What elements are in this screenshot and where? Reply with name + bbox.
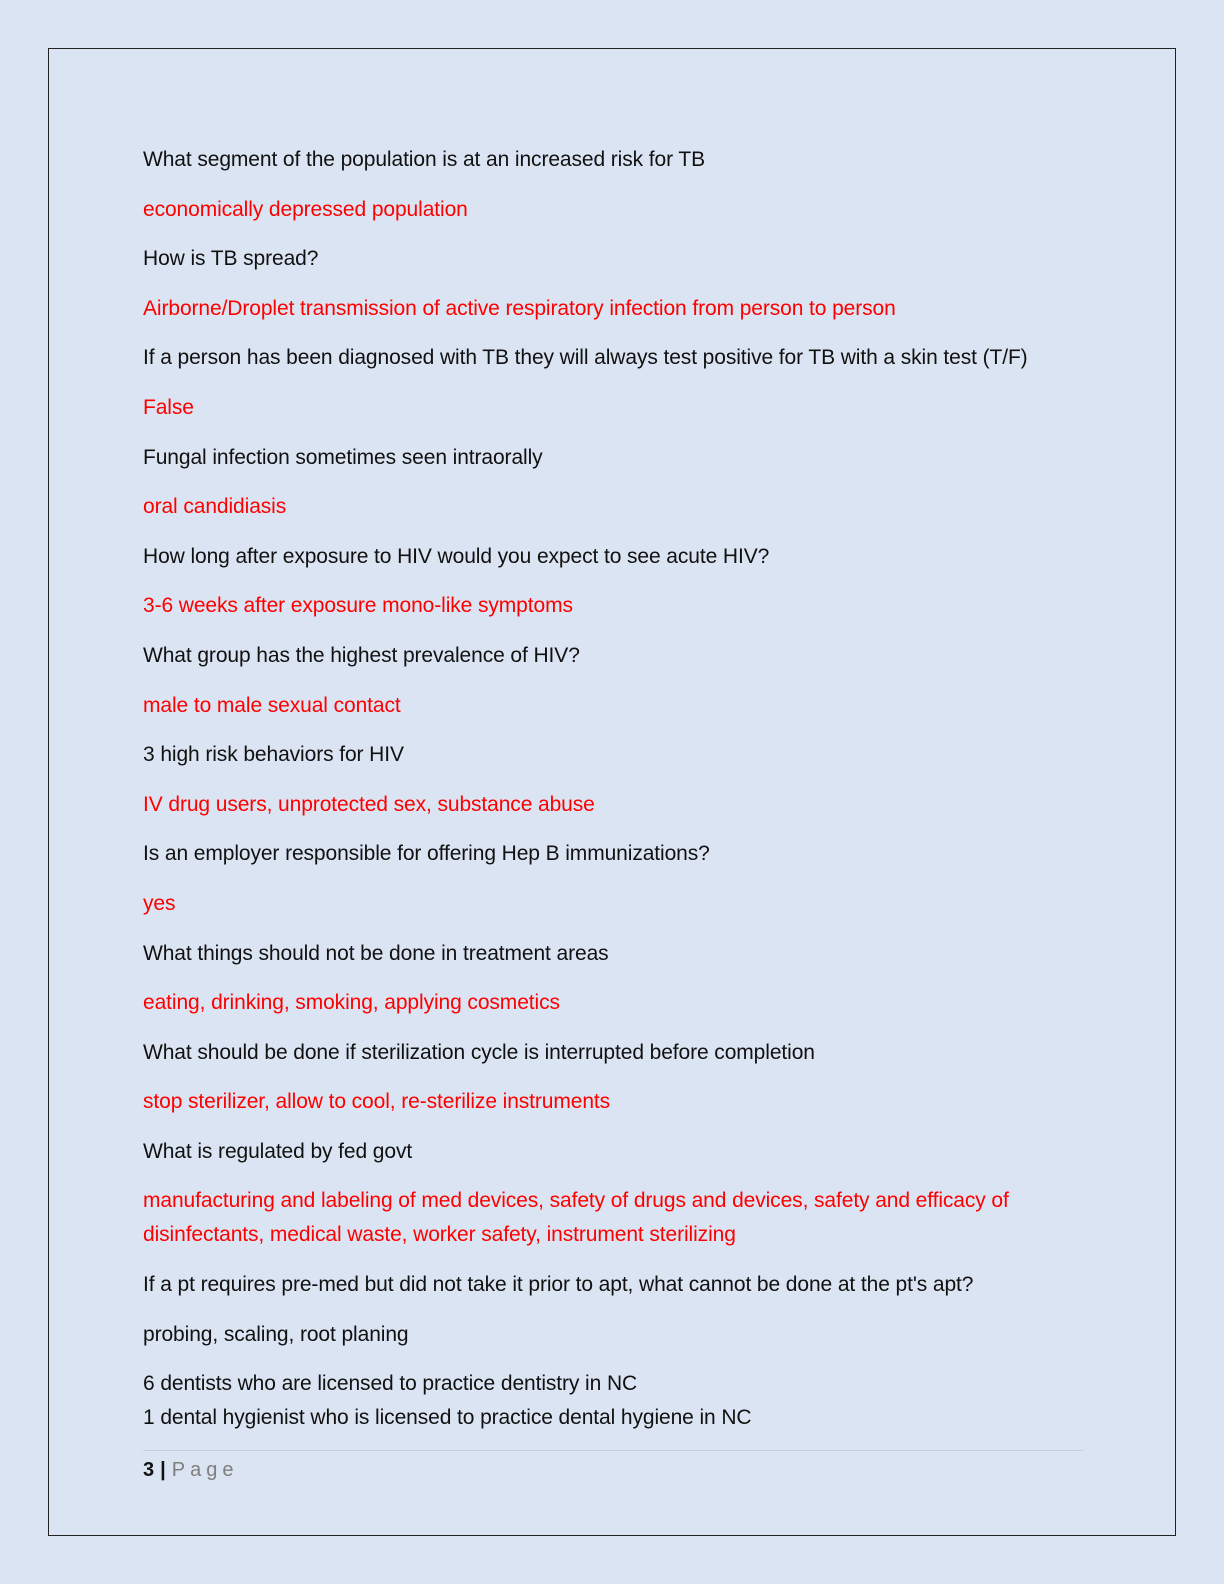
- question-line: What should be done if sterilization cycle is interrupted before completion: [143, 1040, 815, 1064]
- question-line: 1 dental hygienist who is licensed to practice dental hygiene in NC: [143, 1406, 752, 1430]
- answer-line: eating, drinking, smoking, applying cosmetics: [143, 991, 560, 1015]
- question-line: Is an employer responsible for offering Hep B immunizations?: [143, 842, 710, 866]
- answer-line: male to male sexual contact: [143, 693, 401, 717]
- question-line: What things should not be done in treatment areas: [143, 941, 609, 965]
- question-line: How long after exposure to HIV would you expect to see acute HIV?: [143, 544, 770, 568]
- question-line: What segment of the population is at an increased risk for TB: [143, 148, 705, 171]
- answer-line: IV drug users, unprotected sex, substance abuse: [143, 792, 595, 816]
- question-line: 6 dentists who are licensed to practice dentistry in NC: [143, 1372, 638, 1396]
- question-line: How is TB spread?: [143, 247, 319, 271]
- question-line: What is regulated by fed govt: [143, 1139, 413, 1163]
- footer-separator: |: [160, 1459, 166, 1481]
- footer-divider: [143, 1450, 1083, 1451]
- question-line: If a pt requires pre-med but did not take it prior to apt, what cannot be done at the pt's apt?: [143, 1273, 974, 1297]
- answer-line: economically depressed population: [143, 197, 468, 221]
- answer-line: probing, scaling, root planing: [143, 1322, 409, 1346]
- answer-line: yes: [143, 891, 176, 915]
- answer-line: oral candidiasis: [143, 495, 287, 519]
- question-line: What group has the highest prevalence of HIV?: [143, 643, 580, 667]
- page-footer: [143, 1455, 238, 1485]
- answer-line: Airborne/Droplet transmission of active respiratory infection from person to person: [143, 296, 896, 320]
- answer-line: stop sterilizer, allow to cool, re-sterilize instruments: [143, 1090, 611, 1114]
- page-number: 3: [143, 1459, 155, 1481]
- answer-line: 3-6 weeks after exposure mono-like symptoms: [143, 594, 573, 618]
- answer-line: manufacturing and labeling of med devices, safety of drugs and devices, safety and efficacy of disinfectants, medical waste, worker safety, instrument sterilizing: [143, 1189, 1009, 1247]
- question-line: Fungal infection sometimes seen intraorally: [143, 445, 543, 469]
- question-line: 3 high risk behaviors for HIV: [143, 743, 404, 767]
- answer-line: False: [143, 395, 194, 419]
- page-label: Page: [171, 1459, 239, 1481]
- document-body: [143, 143, 1083, 1435]
- question-line: If a person has been diagnosed with TB they will always test positive for TB with a skin test (T/F): [143, 346, 1028, 370]
